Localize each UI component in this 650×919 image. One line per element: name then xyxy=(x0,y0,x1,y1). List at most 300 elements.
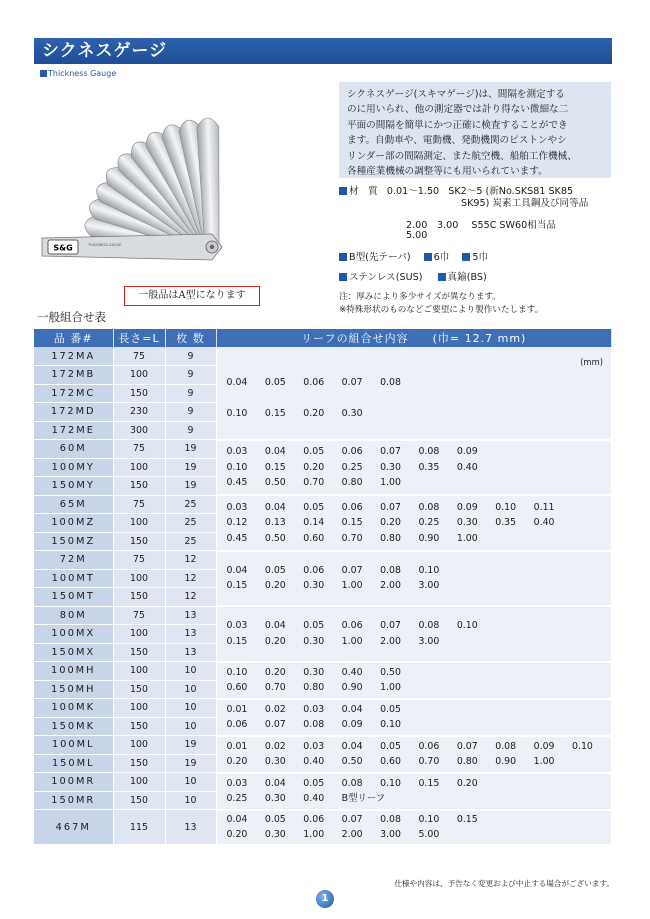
leaf-thickness-value: 0.08 xyxy=(418,446,440,457)
header-part-number: 品 番# xyxy=(34,329,113,347)
thickness-gauge-illustration xyxy=(36,104,332,274)
leaf-thickness-value: 0.06 xyxy=(418,740,440,752)
part-number-cell: 100ML xyxy=(34,736,113,755)
leaf-combination-cell xyxy=(216,606,612,662)
footer-note: 仕様や内容は、予告なく変更および中止する場合がございます。 xyxy=(394,879,614,888)
leaf-thickness-value: 2.00 xyxy=(341,829,363,840)
type-a-caption: 一般品はA型になります xyxy=(124,286,260,306)
leaf-thickness-value: 0.11 xyxy=(533,501,555,513)
leaf-thickness-value: 0.04 xyxy=(341,703,363,715)
option-sus: ステンレス(SUS) xyxy=(349,272,423,283)
leaf-thickness-value: 0.30 xyxy=(303,635,325,647)
part-number-cell: 150MR xyxy=(34,791,113,810)
leaf-thickness-value: 0.07 xyxy=(341,564,363,576)
part-number-cell: 150ML xyxy=(34,754,113,773)
count-cell: 10 xyxy=(165,662,216,681)
leaf-values-line xyxy=(227,812,612,828)
leaf-combination-cell xyxy=(216,699,612,736)
leaf-thickness-value: 0.08 xyxy=(380,813,401,825)
leaf-thickness-value: 0.05 xyxy=(303,620,325,632)
count-cell: 19 xyxy=(165,736,216,755)
leaf-thickness-value: 0.06 xyxy=(341,501,363,513)
leaf-thickness-value: 0.03 xyxy=(226,777,248,789)
part-number-cell: 172MB xyxy=(34,366,113,385)
table-row xyxy=(34,736,612,755)
material-spec-1 xyxy=(339,186,573,198)
length-cell: 300 xyxy=(113,421,165,440)
leaf-thickness-value: 0.07 xyxy=(380,620,401,632)
leaf-thickness-value: 0.20 xyxy=(303,461,325,473)
leaf-thickness-value: 0.80 xyxy=(380,532,401,544)
leaf-thickness-value: 0.10 xyxy=(572,740,593,752)
square-bullet-icon xyxy=(424,253,432,261)
table-row xyxy=(34,551,612,570)
leaf-thickness-value: 0.15 xyxy=(341,517,363,528)
material-spec-1b: SK95) 炭素工具鋼及び同等品 xyxy=(461,198,589,209)
leaf-values-line xyxy=(227,515,612,531)
material-text: S55C SW60相当品 xyxy=(471,220,557,231)
leaf-thickness-value: 0.30 xyxy=(303,666,325,678)
page-subtitle xyxy=(40,69,116,78)
length-cell: 75 xyxy=(113,551,165,570)
leaf-thickness-value: 0.15 xyxy=(418,777,440,789)
leaf-values-line xyxy=(227,665,612,681)
option-bs: 真鍮(BS) xyxy=(447,272,487,283)
leaf-values-line xyxy=(227,475,612,491)
leaf-values-line xyxy=(227,827,612,843)
leaf-thickness-value: 0.40 xyxy=(456,461,478,473)
count-cell: 25 xyxy=(165,532,216,551)
leaf-thickness-value: 0.90 xyxy=(418,532,440,544)
leaf-combination-cell xyxy=(216,495,612,551)
leaf-values-line xyxy=(227,460,612,476)
length-cell: 100 xyxy=(113,773,165,792)
leaf-thickness-value: 0.06 xyxy=(303,564,325,576)
count-cell: 19 xyxy=(165,754,216,773)
leaf-thickness-value: 0.20 xyxy=(264,666,286,678)
count-cell: 10 xyxy=(165,717,216,736)
leaf-thickness-value: 2.00 xyxy=(380,580,401,592)
table-body xyxy=(34,347,612,845)
length-cell: 150 xyxy=(113,477,165,496)
leaf-thickness-value: 0.20 xyxy=(380,517,401,528)
leaf-thickness-value: 0.06 xyxy=(303,376,325,388)
leaf-values-line xyxy=(227,500,612,516)
part-number-cell: 150MX xyxy=(34,643,113,662)
leaf-thickness-value: 0.35 xyxy=(495,517,517,528)
leaf-combination-cell xyxy=(216,736,612,773)
count-cell: 25 xyxy=(165,514,216,533)
length-cell: 150 xyxy=(113,384,165,403)
holder-engraving: THICKNESS GAUGE xyxy=(88,243,122,247)
length-cell: 100 xyxy=(113,736,165,755)
leaf-thickness-value: 0.04 xyxy=(264,620,286,632)
part-number-cell: 172MC xyxy=(34,384,113,403)
leaf-thickness-value: 0.40 xyxy=(303,793,325,804)
length-cell: 100 xyxy=(113,514,165,533)
table-row xyxy=(34,495,612,514)
leaf-values-line xyxy=(227,739,612,755)
leaf-thickness-value: 0.06 xyxy=(341,446,363,457)
part-number-cell: 150MT xyxy=(34,588,113,607)
leaf-thickness-value: 0.15 xyxy=(456,813,478,825)
part-number-cell: 150MK xyxy=(34,717,113,736)
part-number-cell: 100MZ xyxy=(34,514,113,533)
note-custom: ※特殊形状のものなどご要望により製作いたします。 xyxy=(339,305,544,315)
leaf-combination-cell xyxy=(216,551,612,607)
leaf-thickness-value: 0.70 xyxy=(303,477,325,488)
length-cell: 150 xyxy=(113,680,165,699)
combination-table xyxy=(34,329,612,846)
count-cell: 10 xyxy=(165,699,216,718)
square-bullet-icon xyxy=(339,187,347,195)
leaf-thickness-value: 0.30 xyxy=(303,580,325,592)
part-number-cell: 172MD xyxy=(34,403,113,422)
length-cell: 150 xyxy=(113,588,165,607)
count-cell: 13 xyxy=(165,810,216,845)
part-number-cell: 150MZ xyxy=(34,532,113,551)
leaf-thickness-value: 0.35 xyxy=(418,461,440,473)
length-cell: 100 xyxy=(113,458,165,477)
leaf-thickness-value: 0.80 xyxy=(341,477,363,488)
leaf-thickness-value: 3.00 xyxy=(418,580,440,592)
leaf-thickness-value: 0.25 xyxy=(418,517,440,528)
brand-logo: S&G xyxy=(53,243,73,253)
leaf-thickness-value: 1.00 xyxy=(533,756,555,767)
leaf-thickness-value: 0.30 xyxy=(380,461,401,473)
leaf-thickness-value: 0.25 xyxy=(341,461,363,473)
count-cell: 9 xyxy=(165,347,216,366)
square-bullet-icon xyxy=(40,70,47,77)
leaf-thickness-value: 0.20 xyxy=(456,777,478,789)
leaf-thickness-value: 0.07 xyxy=(380,446,401,457)
table-row xyxy=(34,773,612,792)
part-number-cell: 100MH xyxy=(34,662,113,681)
leaf-thickness-value: 0.05 xyxy=(380,740,401,752)
leaf-thickness-value: 0.15 xyxy=(264,407,286,419)
count-cell: 19 xyxy=(165,458,216,477)
table-row xyxy=(34,699,612,718)
material-range: 2.00 3.00 xyxy=(406,220,459,231)
part-number-cell: 60M xyxy=(34,440,113,459)
length-cell: 100 xyxy=(113,625,165,644)
leaf-thickness-value: 0.90 xyxy=(495,756,517,767)
description-line: のに用いられ、他の測定器では計り得ない微細な二 xyxy=(347,104,569,116)
part-number-cell: 100MT xyxy=(34,569,113,588)
leaf-thickness-value: 0.12 xyxy=(226,517,248,528)
leaf-thickness-value: 0.08 xyxy=(418,620,440,632)
count-cell: 12 xyxy=(165,551,216,570)
length-cell: 230 xyxy=(113,403,165,422)
leaf-thickness-value: 0.20 xyxy=(264,580,286,592)
leaf-thickness-value: 0.07 xyxy=(456,740,478,752)
part-number-cell: 72M xyxy=(34,551,113,570)
leaf-thickness-value: 0.05 xyxy=(303,501,325,513)
leaf-thickness-value: 0.03 xyxy=(226,446,248,457)
leaf-values-line xyxy=(227,754,612,770)
leaf-thickness-value: 0.20 xyxy=(226,756,248,767)
leaf-thickness-value: 0.70 xyxy=(264,682,286,693)
leaf-thickness-value: 0.09 xyxy=(533,740,555,752)
length-cell: 100 xyxy=(113,699,165,718)
leaf-thickness-value: 0.15 xyxy=(226,635,248,647)
leaf-thickness-value: 1.00 xyxy=(341,580,363,592)
leaf-thickness-value: 0.05 xyxy=(303,777,325,789)
leaf-thickness-value: 0.10 xyxy=(226,461,248,473)
length-cell: 75 xyxy=(113,495,165,514)
leaf-thickness-value: B型リーフ xyxy=(341,793,386,804)
leaf-thickness-value: 0.20 xyxy=(226,829,248,840)
leaf-combination-cell xyxy=(216,773,612,810)
leaf-values-line xyxy=(227,680,612,696)
material-label: 材 質 xyxy=(349,186,378,197)
leaf-thickness-value: 0.60 xyxy=(380,756,401,767)
leaf-values-line xyxy=(227,776,612,792)
leaf-thickness-value: 0.03 xyxy=(226,501,248,513)
leaf-values-line xyxy=(227,702,612,718)
count-cell: 13 xyxy=(165,606,216,625)
leaf-thickness-value: 0.40 xyxy=(303,756,325,767)
leaf-values-line xyxy=(227,563,612,579)
description-line: シクネスゲージ(スキマゲージ)は、間隔を測定する xyxy=(347,89,565,100)
leaf-thickness-value: 0.08 xyxy=(303,719,325,730)
leaf-thickness-value: 0.60 xyxy=(226,682,248,693)
leaf-thickness-value: 0.10 xyxy=(380,719,401,730)
leaf-thickness-value: 0.08 xyxy=(380,376,401,388)
leaf-thickness-value: 1.00 xyxy=(456,532,478,544)
length-cell: 100 xyxy=(113,569,165,588)
leaf-values-line xyxy=(227,531,612,547)
leaf-thickness-value: 0.04 xyxy=(264,446,286,457)
leaf-thickness-value: 0.02 xyxy=(264,740,286,752)
table-row xyxy=(34,810,612,845)
leaf-values-line xyxy=(227,444,612,460)
leaf-thickness-value: 0.20 xyxy=(303,407,325,419)
leaf-thickness-value: 0.09 xyxy=(456,501,478,513)
leaf-thickness-value: 0.45 xyxy=(226,532,248,544)
length-cell: 75 xyxy=(113,440,165,459)
leaf-thickness-value: 5.00 xyxy=(418,829,440,840)
leaf-thickness-value: 0.50 xyxy=(264,532,286,544)
leaf-thickness-value: 0.10 xyxy=(380,777,401,789)
leaf-values-line xyxy=(227,367,612,398)
leaf-thickness-value: 0.04 xyxy=(264,777,286,789)
header-count: 枚 数 xyxy=(165,329,216,347)
leaf-thickness-value: 3.00 xyxy=(418,635,440,647)
leaf-values-line xyxy=(227,398,612,429)
leaf-thickness-value: 0.80 xyxy=(456,756,478,767)
leaf-thickness-value: 0.40 xyxy=(341,666,363,678)
material-range: 0.01〜1.50 xyxy=(386,186,440,197)
count-cell: 10 xyxy=(165,680,216,699)
leaf-thickness-value: 0.10 xyxy=(418,564,440,576)
count-cell: 19 xyxy=(165,477,216,496)
option-width-5: 5巾 xyxy=(472,252,489,263)
count-cell: 13 xyxy=(165,625,216,644)
leaf-thickness-value: 0.05 xyxy=(264,813,286,825)
leaf-thickness-value: 0.50 xyxy=(380,666,401,678)
length-cell: 150 xyxy=(113,717,165,736)
leaf-thickness-value: 0.08 xyxy=(495,740,517,752)
square-bullet-icon xyxy=(339,273,347,281)
unit-label: (mm) xyxy=(580,356,603,367)
leaf-thickness-value: 0.15 xyxy=(226,580,248,592)
leaf-thickness-value: 0.03 xyxy=(303,703,325,715)
leaf-combination-cell xyxy=(216,347,612,440)
part-number-cell: 65M xyxy=(34,495,113,514)
leaf-thickness-value: 0.06 xyxy=(341,620,363,632)
leaf-thickness-value: 0.13 xyxy=(264,517,286,528)
leaf-thickness-value: 0.10 xyxy=(456,620,478,632)
leaf-thickness-value: 0.04 xyxy=(226,813,248,825)
leaf-thickness-value: 0.08 xyxy=(341,777,363,789)
length-cell: 150 xyxy=(113,791,165,810)
count-cell: 12 xyxy=(165,588,216,607)
leaf-thickness-value: 1.00 xyxy=(380,477,401,488)
option-width-6: 6巾 xyxy=(433,252,450,263)
leaf-thickness-value: 0.08 xyxy=(380,564,401,576)
material-spec-2b: 5.00 xyxy=(406,230,428,241)
leaf-thickness-value: 0.90 xyxy=(341,682,363,693)
leaf-thickness-value: 0.02 xyxy=(264,703,286,715)
description-line: 各種産業機械の調整等にも用いられています。 xyxy=(347,166,548,178)
leaf-thickness-value: 0.25 xyxy=(226,793,248,804)
leaf-thickness-value: 0.14 xyxy=(303,517,325,528)
part-number-cell: 467M xyxy=(34,810,113,845)
part-number-cell: 80M xyxy=(34,606,113,625)
leaf-thickness-value: 0.09 xyxy=(456,446,478,457)
length-cell: 150 xyxy=(113,532,165,551)
leaf-thickness-value: 0.04 xyxy=(264,501,286,513)
count-cell: 13 xyxy=(165,643,216,662)
option-list-1 xyxy=(339,252,488,264)
leaf-thickness-value: 0.30 xyxy=(264,829,286,840)
subtitle-text: Thickness Gauge xyxy=(48,69,117,78)
leaf-thickness-value: 0.10 xyxy=(418,813,440,825)
page-title: シクネスゲージ xyxy=(34,38,612,64)
count-cell: 25 xyxy=(165,495,216,514)
leaf-thickness-value: 0.30 xyxy=(264,756,286,767)
count-cell: 9 xyxy=(165,366,216,385)
leaf-thickness-value: 0.20 xyxy=(264,635,286,647)
length-cell: 75 xyxy=(113,606,165,625)
leaf-thickness-value: 0.05 xyxy=(303,446,325,457)
length-cell: 75 xyxy=(113,347,165,366)
leaf-thickness-value: 0.70 xyxy=(341,532,363,544)
leaf-thickness-value: 0.01 xyxy=(226,740,248,752)
page-number: 1 xyxy=(316,890,334,908)
leaf-thickness-value: 0.15 xyxy=(264,461,286,473)
leaf-thickness-value: 0.70 xyxy=(418,756,440,767)
leaf-thickness-value: 0.06 xyxy=(226,719,248,730)
leaf-thickness-value: 0.01 xyxy=(226,703,248,715)
description-line: リンダー部の間隔測定、また航空機、船舶工作機械、 xyxy=(347,150,577,162)
leaf-thickness-value: 0.07 xyxy=(380,501,401,513)
leaf-values-line xyxy=(227,618,612,634)
part-number-cell: 100MR xyxy=(34,773,113,792)
count-cell: 9 xyxy=(165,421,216,440)
leaf-thickness-value: 0.30 xyxy=(264,793,286,804)
leaf-thickness-value: 0.09 xyxy=(341,719,363,730)
length-cell: 150 xyxy=(113,754,165,773)
leaf-thickness-value: 0.60 xyxy=(303,532,325,544)
part-number-cell: 100MK xyxy=(34,699,113,718)
description-line: 平面の間隔を簡単にかつ正確に検査することができ xyxy=(347,119,568,131)
leaf-thickness-value: 1.00 xyxy=(341,635,363,647)
part-number-cell: 100MY xyxy=(34,458,113,477)
part-number-cell: 172MA xyxy=(34,347,113,366)
table-row xyxy=(34,662,612,681)
leaf-combination-cell xyxy=(216,440,612,496)
gauge-photo xyxy=(36,104,332,274)
leaf-thickness-value: 0.05 xyxy=(264,376,286,388)
part-number-cell: 100MX xyxy=(34,625,113,644)
leaf-thickness-value: 0.80 xyxy=(303,682,325,693)
leaf-thickness-value: 0.06 xyxy=(303,813,325,825)
leaf-thickness-value: 0.30 xyxy=(341,407,363,419)
leaf-thickness-value: 0.05 xyxy=(264,564,286,576)
length-cell: 115 xyxy=(113,810,165,845)
square-bullet-icon xyxy=(462,253,470,261)
part-number-cell: 172ME xyxy=(34,421,113,440)
leaf-values-line xyxy=(227,717,612,733)
leaf-thickness-value: 0.10 xyxy=(226,407,248,419)
leaf-values-line xyxy=(227,578,612,594)
header-length: 長さ=L xyxy=(113,329,165,347)
leaf-thickness-value: 0.30 xyxy=(456,517,478,528)
option-type-b: B型(先テーパ) xyxy=(349,252,411,263)
leaf-combination-cell xyxy=(216,662,612,699)
count-cell: 10 xyxy=(165,791,216,810)
table-row xyxy=(34,606,612,625)
square-bullet-icon xyxy=(438,273,446,281)
count-cell: 12 xyxy=(165,569,216,588)
leaf-thickness-value: 0.07 xyxy=(341,813,363,825)
description-box xyxy=(339,82,611,178)
material-spec-2 xyxy=(406,220,556,232)
length-cell: 100 xyxy=(113,366,165,385)
header-leaf-combination: リーフの組合せ内容 (巾= 12.7 mm) xyxy=(216,329,612,347)
count-cell: 9 xyxy=(165,384,216,403)
leaf-thickness-value: 0.07 xyxy=(341,376,363,388)
table-header-row xyxy=(34,329,612,347)
leaf-thickness-value: 0.04 xyxy=(341,740,363,752)
leaf-combination-cell xyxy=(216,810,612,845)
leaf-thickness-value: 0.07 xyxy=(264,719,286,730)
leaf-thickness-value: 2.00 xyxy=(380,635,401,647)
part-number-cell: 150MY xyxy=(34,477,113,496)
part-number-cell: 150MH xyxy=(34,680,113,699)
leaf-thickness-value: 0.10 xyxy=(495,501,517,513)
table-title: 一般組合せ表 xyxy=(37,310,106,324)
leaf-thickness-value: 0.04 xyxy=(226,564,248,576)
count-cell: 10 xyxy=(165,773,216,792)
leaf-thickness-value: 0.50 xyxy=(341,756,363,767)
leaf-values-line xyxy=(227,791,612,807)
description-line: ます。自動車や、電動機、発動機関のピストンやシ xyxy=(347,135,567,147)
leaf-thickness-value: 0.40 xyxy=(533,517,555,528)
length-cell: 150 xyxy=(113,643,165,662)
leaf-thickness-value: 0.05 xyxy=(380,703,401,715)
leaf-thickness-value: 1.00 xyxy=(303,829,325,840)
leaf-thickness-value: 1.00 xyxy=(380,682,401,693)
square-bullet-icon xyxy=(339,253,347,261)
note-size: 注：厚みにより多少サイズが異なります。 xyxy=(339,292,501,302)
leaf-thickness-value: 0.50 xyxy=(264,477,286,488)
leaf-values-line xyxy=(227,634,612,650)
material-text: SK2〜5 (新No.SKS81 SK85 xyxy=(448,186,574,197)
table-row xyxy=(34,440,612,459)
